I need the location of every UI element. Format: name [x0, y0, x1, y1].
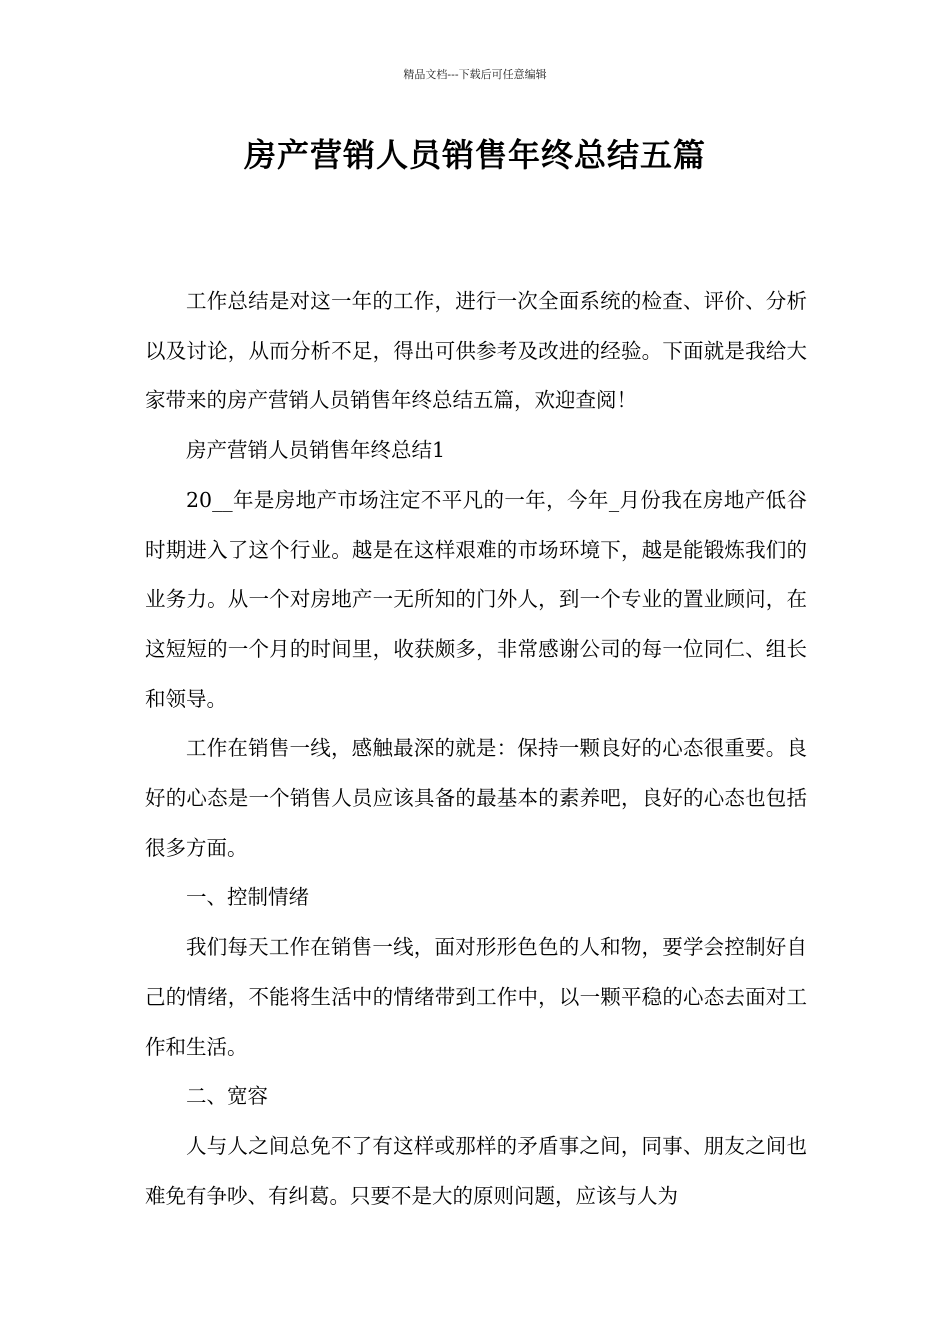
intro-paragraph: 工作总结是对这一年的工作，进行一次全面系统的检查、评价、分析以及讨论，从而分析不足，得出可供参考及改进的经验。下面就是我给大家带来的房产营销人员销售年终总结五篇，欢迎查阅！	[145, 289, 807, 413]
section-heading-summary-1: 房产营销人员销售年终总结1	[186, 438, 446, 463]
body-paragraph: 工作在销售一线，感触最深的就是：保持一颗良好的心态很重要。良好的心态是一个销售人员应该具备的最基本的素养吧，良好的心态也包括很多方面。	[145, 736, 807, 860]
document-body	[145, 277, 807, 1221]
header-note: 精品文档---下载后可任意编辑	[403, 68, 547, 81]
subheading-control-emotions: 一、控制情绪	[186, 885, 309, 910]
body-paragraph: 我们每天工作在销售一线，面对形形色色的人和物，要学会控制好自己的情绪，不能将生活中的情绪带到工作中，以一颗平稳的心态去面对工作和生活。	[145, 935, 807, 1059]
body-paragraph: 20__年是房地产市场注定不平凡的一年，今年_月份我在房地产低谷时期进入了这个行业。越是在这样艰难的市场环境下，越是能锻炼我们的业务力。从一个对房地产一无所知的门外人，到一个专业的置业顾问，在这短短的一个月的时间里，收获颇多，非常感谢公司的每一位同仁、组长和领导。	[145, 487, 807, 711]
body-paragraph: 人与人之间总免不了有这样或那样的矛盾事之间，同事、朋友之间也难免有争吵、有纠葛。只要不是大的原则问题，应该与人为	[145, 1133, 807, 1208]
subheading-tolerance: 二、宽容	[186, 1084, 268, 1109]
document-title: 房产营销人员销售年终总结五篇	[243, 136, 706, 174]
